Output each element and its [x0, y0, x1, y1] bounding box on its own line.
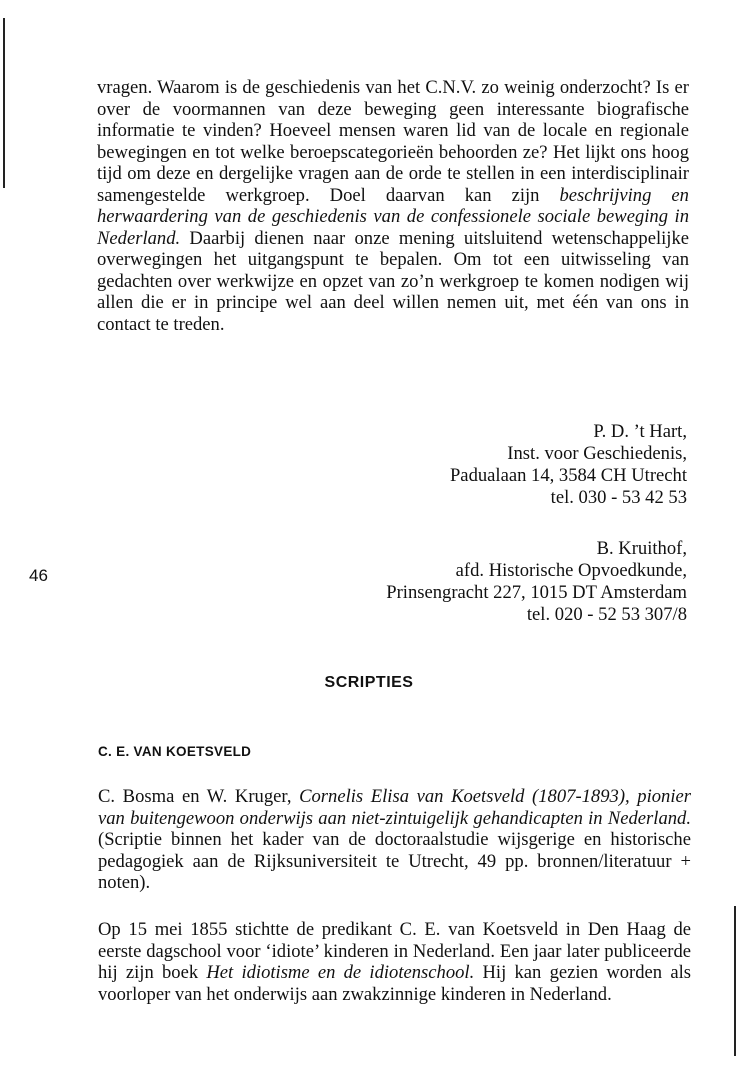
subsection-heading: C. E. VAN KOETSVELD — [98, 744, 252, 759]
contact-address: Prinsengracht 227, 1015 DT Amsterdam — [386, 582, 687, 603]
summary-paragraph — [98, 919, 691, 1005]
summary-text-end: Hij kan gezien worden als voorloper van het onderwijs aan zwakzinnige kinderen in Nederland. — [98, 962, 691, 1005]
contact-institution: Inst. voor Geschiedenis, — [507, 443, 687, 464]
contact-phone: tel. 030 - 53 42 53 — [550, 487, 687, 508]
contact-phone: tel. 020 - 52 53 307/8 — [526, 604, 687, 625]
citation-paragraph — [98, 786, 691, 894]
intro-italic-phrase: beschrijving en herwaardering van de geschiedenis van de confessionele sociale beweging in Nederland. — [97, 184, 689, 249]
page-number: 46 — [29, 566, 48, 585]
scan-left-edge-rule — [3, 18, 5, 188]
section-heading: SCRIPTIES — [324, 674, 414, 691]
contact-name: P. D. ’t Hart, — [593, 421, 687, 442]
citation-title: Cornelis Elisa van Koetsveld (1807-1893), pionier van buitengewoon onderwijs aan niet-zintuigelijk gehandicapten in Nederland. — [98, 786, 691, 829]
contact-address: Padualaan 14, 3584 CH Utrecht — [449, 465, 687, 486]
citation-note: (Scriptie binnen het kader van de doctoraalstudie wijsgerige en historische pedagogiek aan de Rijksuniversiteit te Utrecht, 49 pp. bronnen/literatuur + noten). — [98, 829, 691, 893]
intro-text-start: vragen. Waarom is de geschiedenis van het C.N.V. zo weinig onderzocht? Is er over de voormannen van deze beweging geen interessante biografische informatie te vinden? Hoeveel mensen waren lid van de locale en regionale bewegingen en tot welke beroepscategorieën behoorden ze? Het lijkt ons hoog tijd om deze en dergelijke vragen aan de orde te stellen in een interdisciplinair samengestelde werkgroep. Doel daarvan kan zijn — [97, 77, 689, 206]
contact-block-hart — [287, 421, 687, 509]
intro-paragraph — [97, 77, 689, 335]
scan-right-edge-rule — [734, 906, 736, 1056]
citation-authors: C. Bosma en W. Kruger, — [98, 786, 300, 807]
summary-book-title: Het idiotisme en de idiotenschool. — [206, 962, 475, 983]
contact-block-kruithof — [267, 538, 687, 626]
intro-text-end: Daarbij dienen naar onze mening uitsluitend wetenschappelijke overwegingen het uitgangspunt te bepalen. Om tot een uitwisseling van gedachten over werkwijze en opzet van zo’n werkgroep te komen nodigen wij allen die er in principe wel aan deel willen nemen uit, met één van ons in contact te treden. — [97, 227, 689, 335]
contact-institution: afd. Historische Opvoedkunde, — [455, 560, 687, 581]
summary-text-start: Op 15 mei 1855 stichtte de predikant C. E. van Koetsveld in Den Haag de eerste dagschool voor ‘idiote’ kinderen in Nederland. Een jaar later publiceerde hij zijn boek — [98, 919, 691, 983]
contact-name: B. Kruithof, — [596, 538, 687, 559]
